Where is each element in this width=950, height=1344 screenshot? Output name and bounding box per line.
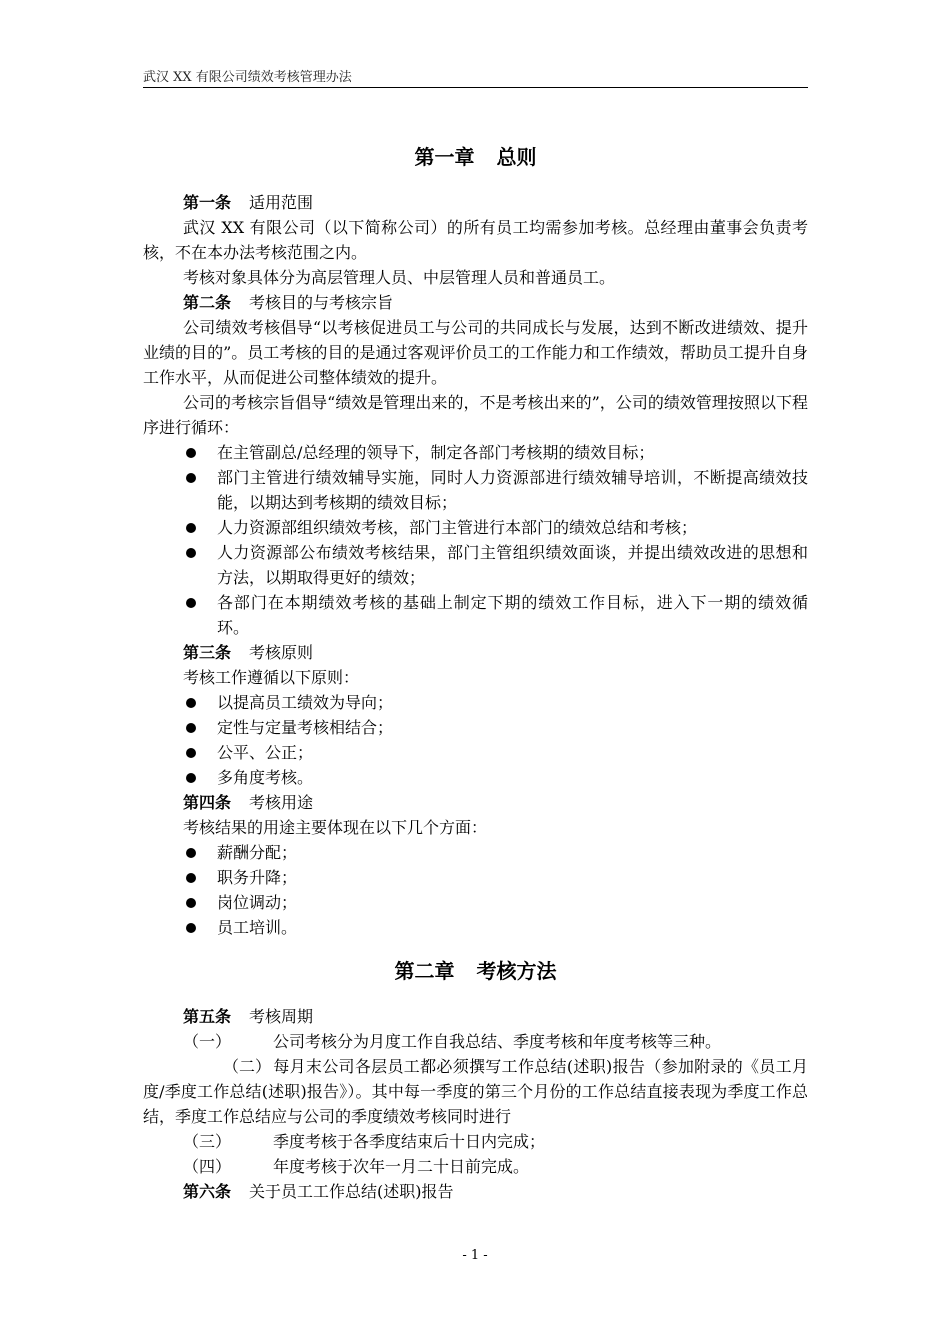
list-item: 以提高员工绩效为导向；: [183, 690, 808, 715]
article-2-paragraph: 公司的考核宗旨倡导“绩效是管理出来的，不是考核出来的”，公司的绩效管理按照以下程序进行循环：: [143, 393, 808, 437]
article-3-list: [143, 690, 808, 790]
list-item: 薪酬分配；: [183, 840, 808, 865]
article-4-list: [143, 840, 808, 940]
list-item: 人力资源部组织绩效考核，部门主管进行本部门的绩效总结和考核；: [183, 515, 808, 540]
chapter-1-heading: 第一章 总则: [414, 145, 537, 169]
list-item: 在主管副总/总经理的领导下，制定各部门考核期的绩效目标；: [183, 440, 808, 465]
numbered-item: （一） 公司考核分为月度工作自我总结、季度考核和年度考核等三种。: [183, 1032, 722, 1051]
page-number: - 1 -: [462, 1248, 488, 1263]
article-4-intro: 考核结果的用途主要体现在以下几个方面：: [183, 818, 488, 837]
article-6-heading: 第六条 关于员工工作总结(述职)报告: [183, 1182, 454, 1201]
numbered-item: （二） 每月末公司各层员工都必须撰写工作总结(述职)报告（参加附录的《员工月度/季度工作总结(述职)报告》）。其中每一季度的第三个月份的工作总结直接表现为季度工作总结，季度工作总结应与公司的季度绩效考核同时进行: [143, 1057, 808, 1126]
document-body: [143, 142, 808, 1204]
article-3-heading: 第三条 考核原则: [183, 643, 314, 662]
list-item: 岗位调动；: [183, 890, 808, 915]
list-item: 定性与定量考核相结合；: [183, 715, 808, 740]
chapter-2-heading: 第二章 考核方法: [394, 959, 557, 983]
list-item: 多角度考核。: [183, 765, 808, 790]
numbered-item: （三） 季度考核于各季度结束后十日内完成；: [183, 1132, 546, 1151]
list-item: 人力资源部公布绩效考核结果，部门主管组织绩效面谈，并提出绩效改进的思想和方法，以期取得更好的绩效；: [183, 540, 808, 590]
article-4-heading: 第四条 考核用途: [183, 793, 314, 812]
article-2-paragraph: 公司绩效考核倡导“以考核促进员工与公司的共同成长与发展，达到不断改进绩效、提升业绩的目的”。员工考核的目的是通过客观评价员工的工作能力和工作绩效，帮助员工提升自身工作水平，从而促进公司整体绩效的提升。: [143, 318, 808, 387]
article-2-list: [143, 440, 808, 640]
list-item: 员工培训。: [183, 915, 808, 940]
list-item: 各部门在本期绩效考核的基础上制定下期的绩效工作目标，进入下一期的绩效循环。: [183, 590, 808, 640]
article-1-paragraph: 考核对象具体分为高层管理人员、中层管理人员和普通员工。: [183, 268, 616, 287]
list-item: 部门主管进行绩效辅导实施，同时人力资源部进行绩效辅导培训，不断提高绩效技能，以期达到考核期的绩效目标；: [183, 465, 808, 515]
article-3-intro: 考核工作遵循以下原则：: [183, 668, 360, 687]
article-1-paragraph: 武汉 XX 有限公司（以下简称公司）的所有员工均需参加考核。总经理由董事会负责考核，不在本办法考核范围之内。: [143, 218, 808, 262]
article-2-heading: 第二条 考核目的与考核宗旨: [183, 293, 394, 312]
article-1-heading: 第一条 适用范围: [183, 193, 314, 212]
article-5-heading: 第五条 考核周期: [183, 1007, 314, 1026]
numbered-item: （四） 年度考核于次年一月二十日前完成。: [183, 1157, 530, 1176]
page-header: 武汉 XX 有限公司绩效考核管理办法: [143, 66, 808, 88]
list-item: 职务升降；: [183, 865, 808, 890]
list-item: 公平、公正；: [183, 740, 808, 765]
